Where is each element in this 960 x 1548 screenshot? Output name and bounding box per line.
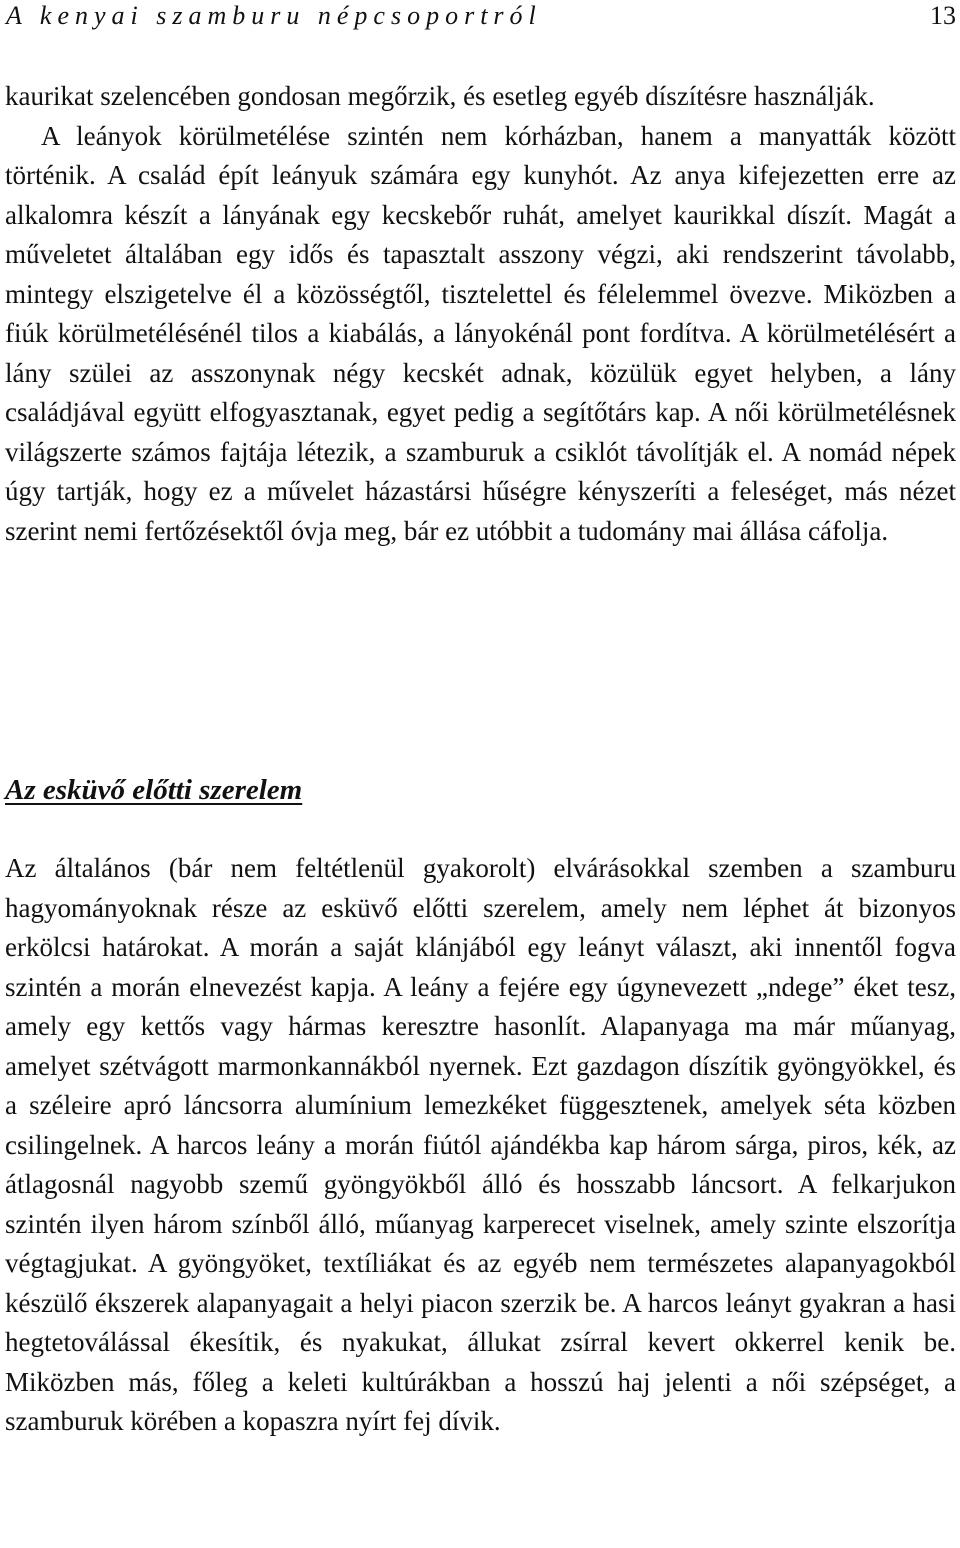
- running-title: A kenyai szamburu népcsoportról: [6, 1, 542, 30]
- section-heading: Az esküvő előtti szerelem: [5, 774, 303, 806]
- paragraph: A leányok körülmetélése szintén nem kórházban, hanem a manyatták között történik. A család épít leányuk számára egy kunyhót. Az anya kifejezetten erre az alkalomra készít a lányának egy kecskebőr ruhát, amelyet kaurikkal díszít. Magát a műveletet általában egy idős és tapasztalt asszony végzi, aki rendszerint távolabb, mintegy elszigetelve él a közösségtől, tisztelettel és félelemmel övezve. Miközben a fiúk körülmetélésénél tilos a kiabálás, a lányokénál pont fordítva. A körülmetélésért a lány szülei az asszonynak négy kecskét adnak, közülük egyet helyben, a lány családjával együtt elfogyasztanak, egyet pedig a segítőtárs kap. A női körülmetélésnek világszerte számos fajtája létezik, a szamburuk a csiklót távolítják el. A nomád népek úgy tartják, hogy ez a művelet házastársi hűségre kényszeríti a feleséget, más nézet szerint nemi fertőzésektől óvja meg, bár ez utóbbit a tudomány mai állása cáfolja.: [5, 120, 956, 546]
- page-number: 13: [930, 1, 956, 30]
- section-paragraph: Az általános (bár nem feltétlenül gyakorolt) elvárásokkal szemben a szamburu hagyományoknak része az esküvő előtti szerelem, amely nem léphet át bizonyos erkölcsi határokat. A morán a saját klánjából egy leányt választ, aki innentől fogva szintén a morán elnevezést kapja. A leány a fejére egy úgynevezett „ndege” éket tesz, amely egy kettős vagy hármas keresztre hasonlít. Alapanyaga ma már műanyag, amelyet szétvágott marmonkannákból nyernek. Ezt gazdagon díszítik gyöngyökkel, és a széleire apró láncsorra alumínium lemezkéket függesztenek, amelyek séta közben csilingelnek. A harcos leány a morán fiútól ajándékba kap három sárga, piros, kék, az átlagosnál nagyobb szemű gyöngyökből álló és hosszabb láncsort. A felkarjukon szintén ilyen három színből álló, műanyag karperecet viselnek, amely szinte elszorítja végtagjukat. A gyöngyöket, textíliákat és az egyéb nem természetes alapanyagokból készülő ékszerek alapanyagait a helyi piacon szerzik be. A harcos leányt gyakran a hasi hegtetoválással ékesítik, és nyakukat, állukat zsírral kevert okkerrel kenik be. Miközben más, főleg a keleti kultúrákban a hosszú haj jelenti a női szépséget, a szamburuk körében a kopaszra nyírt fej dívik.: [5, 853, 956, 1436]
- running-header: [6, 0, 956, 32]
- body-text-block: [5, 77, 956, 551]
- paragraph-continuation: kaurikat szelencében gondosan megőrzik, és esetleg egyéb díszítésre használják.: [5, 81, 875, 111]
